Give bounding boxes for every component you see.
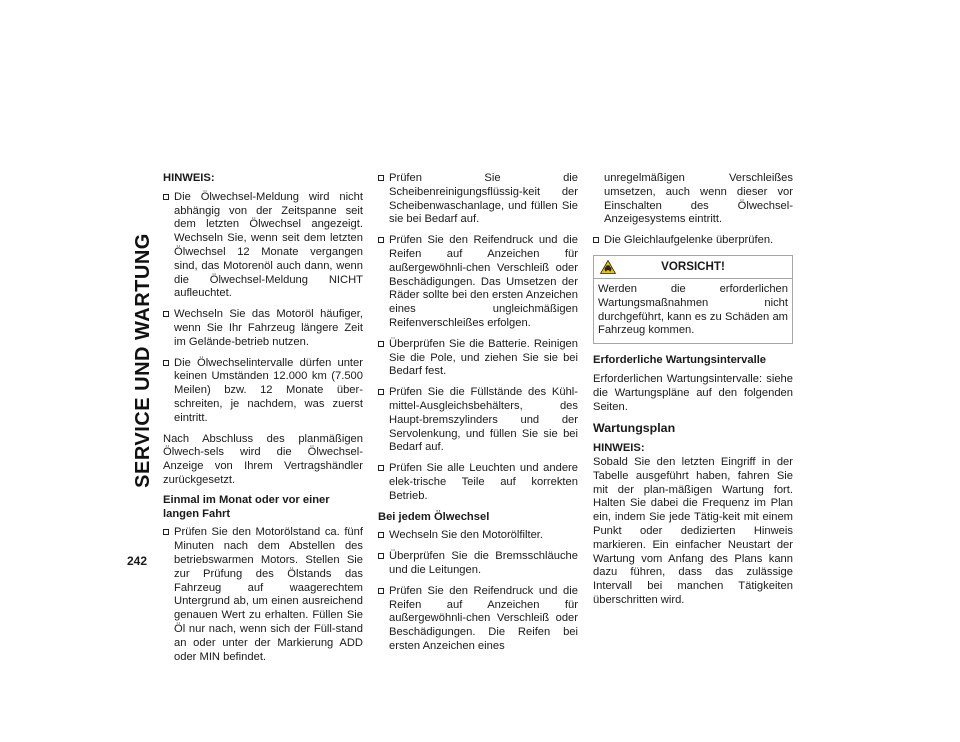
section-title-text: SERVICE UND WARTUNG xyxy=(131,232,154,488)
caution-text: Werden die erforderlichen Wartungsmaßnahmen nicht durchgeführt, kann es zu Schäden am Fahrzeug kommen. xyxy=(598,282,788,337)
monthly-heading: Einmal im Monat oder vor einer langen Fahrt xyxy=(163,493,330,520)
list-item: Wechseln Sie den Motorölfilter. xyxy=(378,529,578,543)
list-item: Überprüfen Sie die Batterie. Reinigen Sie die Pole, und ziehen Sie sie bei Bedarf fest. xyxy=(378,338,578,379)
column-1 xyxy=(163,172,363,671)
list-item-continuation: unregelmäßigen Verschleißes umsetzen, auch wenn dieser vor Einschalten des Ölwechsel-Anzeigesystems eintritt. xyxy=(604,172,793,226)
caution-box xyxy=(593,255,793,344)
page-number: 242 xyxy=(127,554,148,568)
oil-change-list xyxy=(378,529,578,653)
column-3 xyxy=(593,172,793,614)
list-item: Die Gleichlaufgelenke überprüfen. xyxy=(593,234,793,248)
column-2 xyxy=(378,172,578,661)
warning-car-icon xyxy=(600,260,616,274)
list-item: Wechseln Sie das Motoröl häufiger, wenn Sie Ihr Fahrzeug längere Zeit im Gelände-betrieb nutzen. xyxy=(163,308,363,349)
oil-change-heading: Bei jedem Ölwechsel xyxy=(378,510,490,523)
plan-note-heading: HINWEIS: xyxy=(593,442,645,455)
list-item: Prüfen Sie den Reifendruck und die Reifen auf Anzeichen für außergewöhnli-chen Verschleiß oder Beschädigungen. Die Reifen bei ersten Anzeichen eines xyxy=(378,585,578,654)
list-item: Prüfen Sie die Scheibenreinigungsflüssig-keit der Scheibenwaschanlage, und füllen Sie sie bei Bedarf auf. xyxy=(378,172,578,227)
intervals-heading: Erforderliche Wartungsintervalle xyxy=(593,354,767,367)
list-item: Die Ölwechsel-Meldung wird nicht abhängig von der Zeitspanne seit dem letzten Ölwechsel angezeigt. Wechseln Sie, wenn seit dem letzten Ölwechsel 12 Monate vergangen sind, das Motorenöl auch dann, wenn die Ölwechsel-Meldung NICHT aufleuchtet. xyxy=(163,191,363,301)
plan-heading: Wartungsplan xyxy=(593,421,676,436)
list-item: Prüfen Sie den Motorölstand ca. fünf Minuten nach dem Abstellen des betriebswarmen Motors. Stellen Sie zur Prüfung des Ölstands das Fahrzeug auf waagerechtem Untergrund ab, um einen ausreichend genauen Wert zu erhalten. Füllen Sie Öl nur nach, wenn sich der Füll-stand an oder unter der Markierung ADD oder MIN befindet. xyxy=(163,526,363,664)
plan-note-text: Sobald Sie den letzten Eingriff in der Tabelle ausgeführt haben, fahren Sie mit der plan-mäßigen Wartung fort. Halten Sie dabei die Frequenz im Plan ein, indem Sie jede Tätig-keit mit einem Punkt oder dedizierten Hinweis markieren. Ein einfacher Neustart der Wartung vom Anfang des Plans kann dazu führen, dass das zulässige Intervall bei manchen Tätigkeiten überschritten wird. xyxy=(593,455,793,606)
monthly-list xyxy=(163,526,363,664)
list-item: Die Ölwechselintervalle dürfen unter keinen Umständen 12.000 km (7.500 Meilen) bzw. 12 Monate über-schreiten, je nachdem, was zuerst eintritt. xyxy=(163,357,363,426)
list-item: Überprüfen Sie die Bremsschläuche und die Leitungen. xyxy=(378,550,578,578)
list-item: Prüfen Sie den Reifendruck und die Reifen auf Anzeichen für außergewöhnli-chen Verschleiß oder Beschädigungen. Das Umsetzen der Räder sollte bei den ersten Anzeichen eines ungleichmäßigen Reifenverschleißes erfolgen. xyxy=(378,234,578,331)
oil-change-list-cont xyxy=(593,172,793,248)
note-heading: HINWEIS: xyxy=(163,172,215,184)
monthly-list-cont xyxy=(378,172,578,504)
caution-header xyxy=(594,256,792,279)
intervals-paragraph: Erforderlichen Wartungsintervalle: siehe die Wartungspläne auf den folgenden Seiten. xyxy=(593,372,793,413)
reset-paragraph: Nach Abschluss des planmäßigen Ölwech-sels wird die Ölwechsel-Anzeige von Ihrem Vertragshändler zurückgesetzt. xyxy=(163,432,363,486)
list-item: Prüfen Sie alle Leuchten und andere elek-trische Teile auf korrekten Betrieb. xyxy=(378,462,578,503)
caution-title: VORSICHT! xyxy=(661,260,725,274)
section-side-title xyxy=(127,170,159,550)
list-item: Prüfen Sie die Füllstände des Kühl-mittel-Ausgleichsbehälters, des Haupt-bremszylinders und der Servolenkung, und füllen Sie sie bei Bedarf auf. xyxy=(378,386,578,455)
note-list xyxy=(163,191,363,426)
